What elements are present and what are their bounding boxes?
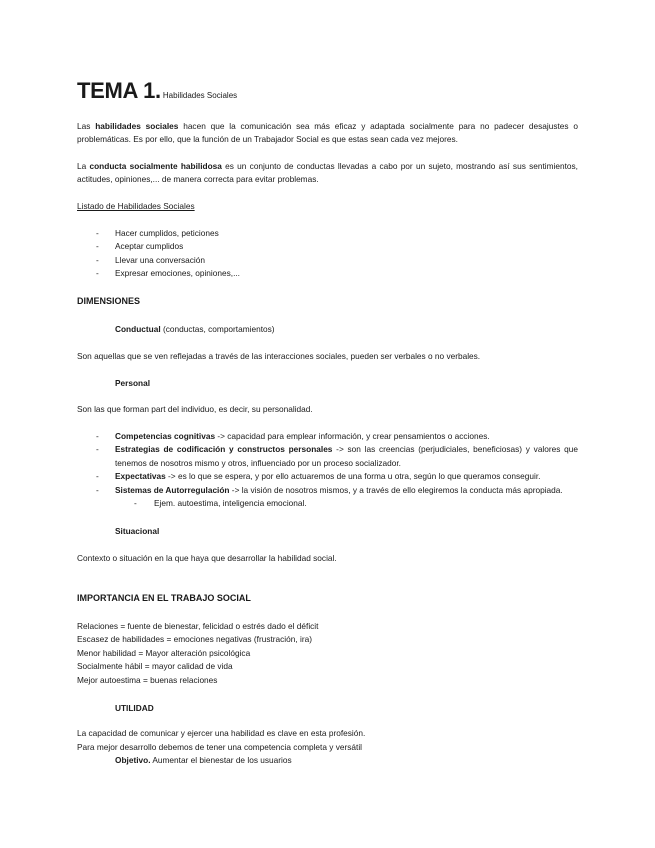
intro-p1-line-2: problemáticas. Es por ello, que la función de un Trabajador Social es que estas sean cada vez mejores. — [77, 134, 458, 145]
importancia-lines — [77, 620, 318, 687]
list-item: - Aceptar cumplidos — [96, 241, 184, 252]
title-main: TEMA 1. — [77, 78, 161, 103]
objetivo-line: Objetivo. Aumentar el bienestar de los usuarios — [115, 755, 292, 765]
utilidad-line-1: La capacidad de comunicar y ejercer una habilidad es clave en esta profesión. — [77, 728, 366, 738]
list-item: - Expectativas -> es lo que se espera, y por ello actuaremos de una forma u otra, según lo que queramos conseguir. — [96, 471, 541, 482]
listado-heading: Listado de Habilidades Sociales — [77, 201, 195, 211]
conductual-subheading: Conductual (conductas, comportamientos) — [115, 324, 275, 334]
conductual-text: Son aquellas que se ven reflejadas a través de las interacciones sociales, pueden ser verbales o no verbales. — [77, 351, 481, 361]
personal-list — [96, 430, 578, 510]
importancia-line: Mejor autoestima = buenas relaciones — [77, 674, 218, 685]
intro-p2-line-2: actitudes, opiniones,... de manera correcta para evitar problemas. — [77, 174, 319, 185]
title-subtitle: Habilidades Sociales — [162, 91, 238, 100]
utilidad-heading: UTILIDAD — [115, 703, 154, 713]
bullet: - — [96, 228, 99, 238]
importancia-line: Relaciones = fuente de bienestar, felicidad o estrés dado el déficit — [77, 621, 319, 631]
situacional-text: Contexto o situación en la que haya que desarrollar la habilidad social. — [77, 553, 337, 563]
list-item: - Competencias cognitivas -> capacidad para emplear información, y crear pensamientos o acciones. — [96, 431, 490, 441]
importancia-line: Escasez de habilidades = emociones negativas (frustración, ira) — [77, 634, 312, 645]
personal-subheading: Personal — [115, 378, 151, 388]
intro-p1-line-1: Las habilidades sociales hacen que la comunicación sea más eficaz y adaptada socialmente para no padecer desajustes o — [77, 121, 578, 131]
intro-paragraph-2 — [77, 160, 578, 187]
importancia-line: Menor habilidad = Mayor alteración psicológica — [77, 647, 251, 658]
list-item: - Expresar emociones, opiniones,... — [96, 268, 240, 279]
dimensiones-heading: DIMENSIONES — [77, 296, 141, 306]
sub-list-item: - Ejem. autoestima, inteligencia emocional. — [134, 498, 307, 509]
intro-p2-line-1: La conducta socialmente habilidosa es un conjunto de conductas llevadas a cabo por un sujeto, mostrando así sus sentimientos, — [77, 161, 578, 171]
importancia-line: Socialmente hábil = mayor calidad de vida — [77, 661, 233, 672]
list-item: - Estrategias de codificación y constructos personales -> son las creencias (perjudiciales, beneficiosas) y valores que tenemos de nosotros mismo y otros, influenciado por un proceso socializador. — [96, 444, 578, 468]
list-item: - Sistemas de Autorregulación -> la visión de nosotros mismos, y a través de ello elegiremos la conducta más apropiada. — [96, 484, 563, 495]
bullet: - — [96, 268, 99, 279]
personal-text: Son las que forman part del individuo, es decir, su personalidad. — [77, 404, 313, 414]
page-title — [77, 78, 237, 104]
list-item: - Llevar una conversación — [96, 254, 205, 265]
bullet: - — [96, 241, 99, 252]
bold-term: conducta socialmente habilidosa — [89, 161, 222, 171]
situacional-subheading: Situacional — [115, 526, 160, 536]
intro-paragraph-1 — [77, 120, 578, 147]
bold-term: habilidades sociales — [95, 121, 179, 131]
listado-list — [96, 227, 240, 281]
list-item: - Hacer cumplidos, peticiones — [96, 228, 219, 238]
bullet: - — [96, 254, 99, 265]
importancia-heading: IMPORTANCIA EN EL TRABAJO SOCIAL — [77, 593, 251, 603]
utilidad-line-2: Para mejor desarrollo debemos de tener una competencia completa y versátil — [77, 742, 363, 752]
